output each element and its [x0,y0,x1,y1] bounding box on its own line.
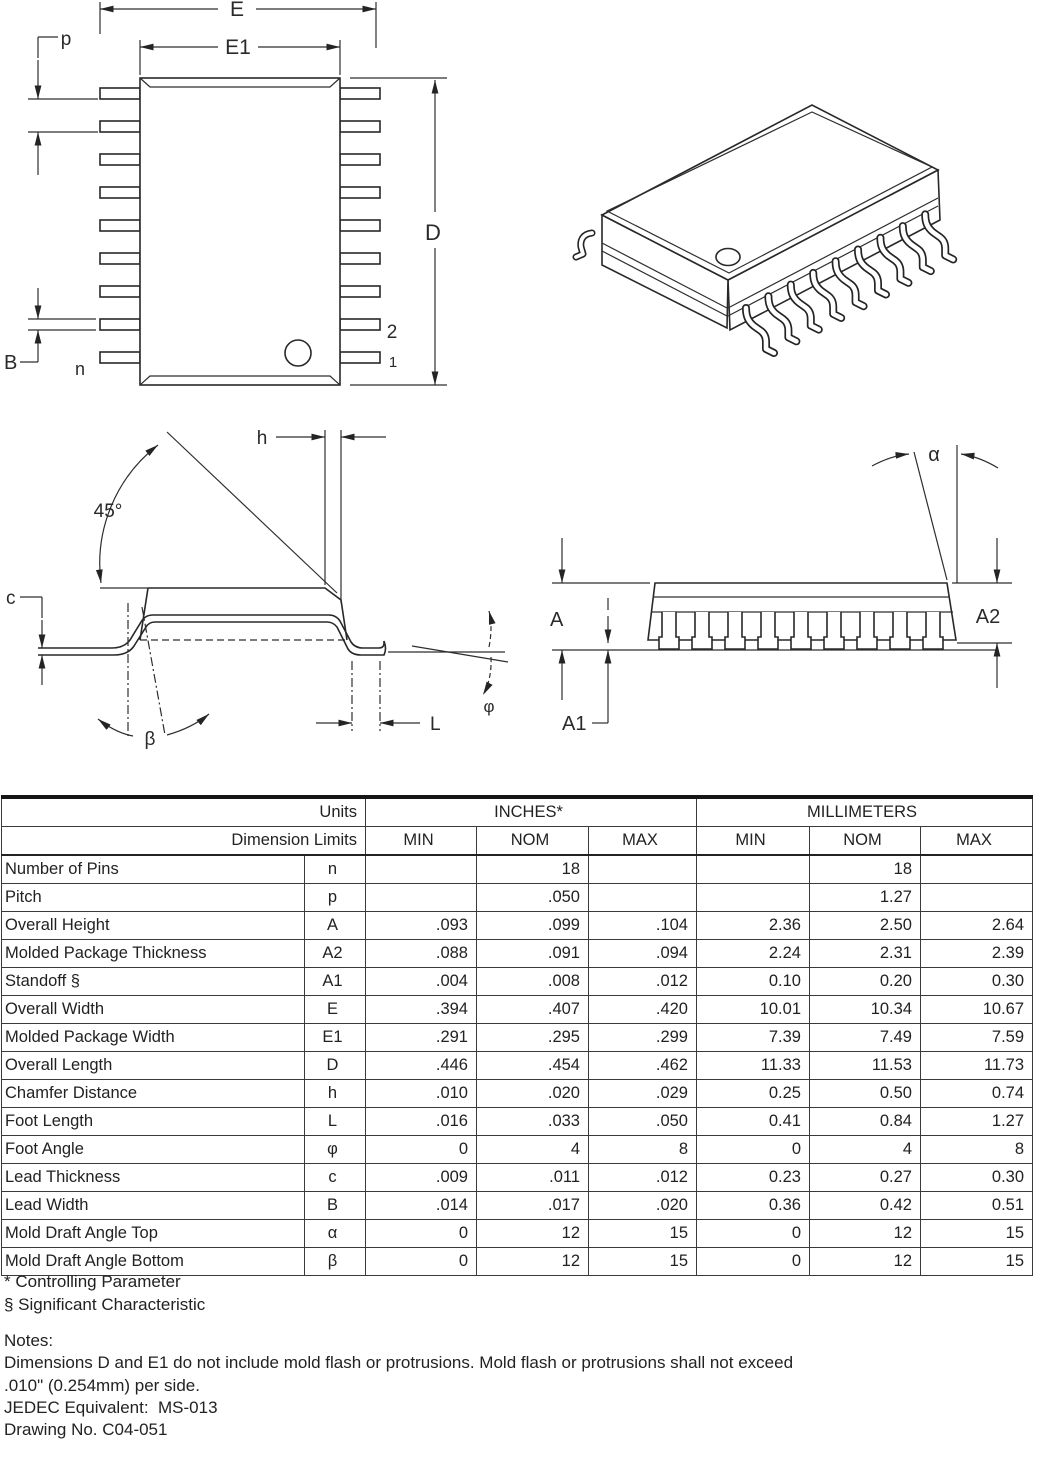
dimension-value: .017 [477,1192,589,1220]
dimension-value: .020 [589,1192,697,1220]
dimension-value: .099 [477,912,589,940]
dimension-value: 0.20 [810,968,921,996]
dimension-value: 2.31 [810,940,921,968]
dim-A1 [562,598,608,735]
dimension-value: .014 [366,1192,477,1220]
angle-beta-label: β [144,729,156,750]
dimension-value: 7.39 [697,1024,810,1052]
dimension-value: 8 [589,1136,697,1164]
dim-E1 [140,36,340,75]
dimension-symbol: β [305,1248,366,1276]
inches-nom-header: NOM [477,827,589,856]
table-row [2,1052,1033,1080]
dimension-name: Mold Draft Angle Bottom [2,1248,305,1276]
dimension-value: 15 [589,1248,697,1276]
dimension-symbol: p [305,884,366,912]
table-row [2,855,1033,884]
dimension-value: .010 [366,1080,477,1108]
dimension-value: 15 [589,1220,697,1248]
dim-A2 [952,538,1012,688]
table-row [2,1136,1033,1164]
dimension-symbol: D [305,1052,366,1080]
inches-header: INCHES* [366,797,697,827]
dimension-value: .299 [589,1024,697,1052]
dimension-value: 0.41 [697,1108,810,1136]
inches-min-header: MIN [366,827,477,856]
dimension-value: 0.23 [697,1164,810,1192]
top-view-figure [0,0,480,415]
dimension-name: Foot Angle [2,1136,305,1164]
dimension-symbol: n [305,855,366,884]
dim-A2-label: A2 [975,606,1001,628]
dimension-value [921,855,1033,884]
dim-c [6,588,42,685]
dimension-value: 0 [366,1220,477,1248]
dimension-value: 0.51 [921,1192,1033,1220]
dimension-name: Pitch [2,884,305,912]
table-row [2,1108,1033,1136]
dim-D-label: D [425,220,441,245]
lead-profile [38,615,386,655]
table-row [2,1080,1033,1108]
dimension-name: Overall Length [2,1052,305,1080]
dimension-value: 0.25 [697,1080,810,1108]
dimension-value: .295 [477,1024,589,1052]
right-pins [340,88,380,363]
dimension-value: 0.74 [921,1080,1033,1108]
pin-1-label: 1 [388,354,398,371]
dimension-value [589,884,697,912]
dimension-symbol: A [305,912,366,940]
dimension-value: 12 [810,1220,921,1248]
dimension-value [921,884,1033,912]
footnote-controlling-parameter: * Controlling Parameter [4,1272,181,1291]
dimension-value: 0.50 [810,1080,921,1108]
angle-45-label: 45° [93,501,123,522]
dimension-value: 0 [697,1220,810,1248]
side-view-figure [0,415,520,760]
dimension-value: 2.50 [810,912,921,940]
dim-p-label: p [60,29,72,50]
end-leads [659,612,943,649]
table-row [2,884,1033,912]
dimension-value [366,855,477,884]
dimension-value: 0.27 [810,1164,921,1192]
dimension-value: 8 [921,1136,1033,1164]
dimension-value: .009 [366,1164,477,1192]
dimension-value: 0 [366,1136,477,1164]
dimension-value: 11.53 [810,1052,921,1080]
dimension-name: Lead Thickness [2,1164,305,1192]
dimension-value: .291 [366,1024,477,1052]
dimension-value: .093 [366,912,477,940]
dim-A-label: A [550,609,564,631]
dimension-symbol: E1 [305,1024,366,1052]
dimension-value [697,855,810,884]
angle-alpha-label: α [928,444,940,466]
millimeters-header: MILLIMETERS [697,797,1033,827]
dimension-value: 0.30 [921,968,1033,996]
dimension-value: .008 [477,968,589,996]
dimension-value: 0.36 [697,1192,810,1220]
mm-max-header: MAX [921,827,1033,856]
dimension-value: 10.34 [810,996,921,1024]
dimension-value: 12 [477,1220,589,1248]
angle-beta-callout [98,603,209,750]
dim-c-label: c [6,588,16,609]
dimension-symbol: h [305,1080,366,1108]
table-row [2,912,1033,940]
dimension-value: 0.84 [810,1108,921,1136]
dimension-value: 18 [810,855,921,884]
dim-B-label: B [4,352,18,374]
dimension-value: 0.30 [921,1164,1033,1192]
dimension-value [697,884,810,912]
dim-L [316,661,441,735]
dimension-name: Overall Height [2,912,305,940]
dimension-value: .050 [589,1108,697,1136]
dimension-value: 18 [477,855,589,884]
dimension-value: .012 [589,1164,697,1192]
dimension-value: 12 [810,1248,921,1276]
dim-A [550,538,650,700]
chamfer-45-callout [94,432,337,593]
footnote-significant-characteristic: § Significant Characteristic [4,1295,206,1314]
table-row [2,1220,1033,1248]
dimension-value: 11.73 [921,1052,1033,1080]
dimension-name: Mold Draft Angle Top [2,1220,305,1248]
dimension-name: Molded Package Width [2,1024,305,1052]
pin-2-label: 2 [386,322,398,343]
dim-p [28,29,98,175]
dimension-value [589,855,697,884]
dimension-name: Chamfer Distance [2,1080,305,1108]
dimension-value: .420 [589,996,697,1024]
dimension-name: Overall Width [2,996,305,1024]
dimension-value: .091 [477,940,589,968]
dimension-value: .016 [366,1108,477,1136]
dimension-value: .033 [477,1108,589,1136]
dimension-symbol: A1 [305,968,366,996]
notes-line2: .010" (0.254mm) per side. [4,1376,200,1395]
dimension-symbol: φ [305,1136,366,1164]
dimension-symbol: E [305,996,366,1024]
dim-h-label: h [256,428,268,449]
dimension-name: Number of Pins [2,855,305,884]
dimension-symbol: A2 [305,940,366,968]
dimension-value: 7.59 [921,1024,1033,1052]
angle-phi-label: φ [483,697,495,716]
dimension-value: 2.39 [921,940,1033,968]
dimension-symbol: c [305,1164,366,1192]
dimension-value: 0 [697,1136,810,1164]
body-section [140,588,347,640]
dim-A1-label: A1 [562,713,587,735]
dimension-value: 2.36 [697,912,810,940]
dimension-value: .020 [477,1080,589,1108]
units-header: Units [2,797,366,827]
dimension-value: 2.64 [921,912,1033,940]
jedec-equivalent: JEDEC Equivalent: MS-013 [4,1398,218,1417]
dimension-value: .050 [477,884,589,912]
dimension-table [1,795,1033,1276]
dimension-value: 12 [477,1248,589,1276]
dim-E-label: E [229,0,245,21]
mm-nom-header: NOM [810,827,921,856]
dimension-value: 1.27 [810,884,921,912]
table-row [2,940,1033,968]
angle-alpha-callout [872,444,998,583]
dimension-value: 11.33 [697,1052,810,1080]
table-row [2,1024,1033,1052]
dim-h [257,428,386,603]
dimension-value: .394 [366,996,477,1024]
dimension-table-body [2,855,1033,1276]
dimension-value: 4 [477,1136,589,1164]
dimension-value: .029 [589,1080,697,1108]
dimension-name: Foot Length [2,1108,305,1136]
end-view-figure [520,420,1054,760]
dimension-symbol: α [305,1220,366,1248]
isometric-view-figure [540,75,1054,405]
notes-title: Notes: [4,1331,54,1350]
dimension-value: .011 [477,1164,589,1192]
dimension-value: 15 [921,1220,1033,1248]
dimension-value: 0 [697,1248,810,1276]
notes-line1: Dimensions D and E1 do not include mold flash or protrusions. Mold flash or protrusions shall not exceed [4,1353,794,1372]
dimension-value: .454 [477,1052,589,1080]
dimension-value: .104 [589,912,697,940]
dimension-value: 7.49 [810,1024,921,1052]
dimension-value: 0 [366,1248,477,1276]
dimension-value: 10.67 [921,996,1033,1024]
dimension-value: .462 [589,1052,697,1080]
table-row [2,968,1033,996]
dimension-value: 2.24 [697,940,810,968]
dim-L-label: L [430,714,441,735]
inches-max-header: MAX [589,827,697,856]
dimension-value [366,884,477,912]
package-body [140,78,340,385]
drawing-number: Drawing No. C04-051 [4,1420,168,1439]
dimension-value: .094 [589,940,697,968]
dimension-value: .004 [366,968,477,996]
dimension-name: Molded Package Thickness [2,940,305,968]
dimension-limits-header: Dimension Limits [2,827,366,856]
table-row [2,996,1033,1024]
dimension-value: .012 [589,968,697,996]
dimension-value: .446 [366,1052,477,1080]
left-pins [100,88,140,363]
pin-n-label: n [74,359,86,379]
dimension-value: 1.27 [921,1108,1033,1136]
dimension-name: Standoff § [2,968,305,996]
table-row [2,1164,1033,1192]
dimension-value: 10.01 [697,996,810,1024]
mm-min-header: MIN [697,827,810,856]
dimension-symbol: L [305,1108,366,1136]
dimension-value: 4 [810,1136,921,1164]
dimension-value: .088 [366,940,477,968]
dimension-name: Lead Width [2,1192,305,1220]
dimension-value: 0.10 [697,968,810,996]
table-row [2,1192,1033,1220]
angle-phi-callout [483,611,495,716]
dimension-value: .407 [477,996,589,1024]
dimension-symbol: B [305,1192,366,1220]
dim-E1-label: E1 [225,36,251,59]
dimension-value: 0.42 [810,1192,921,1220]
dimension-value: 15 [921,1248,1033,1276]
